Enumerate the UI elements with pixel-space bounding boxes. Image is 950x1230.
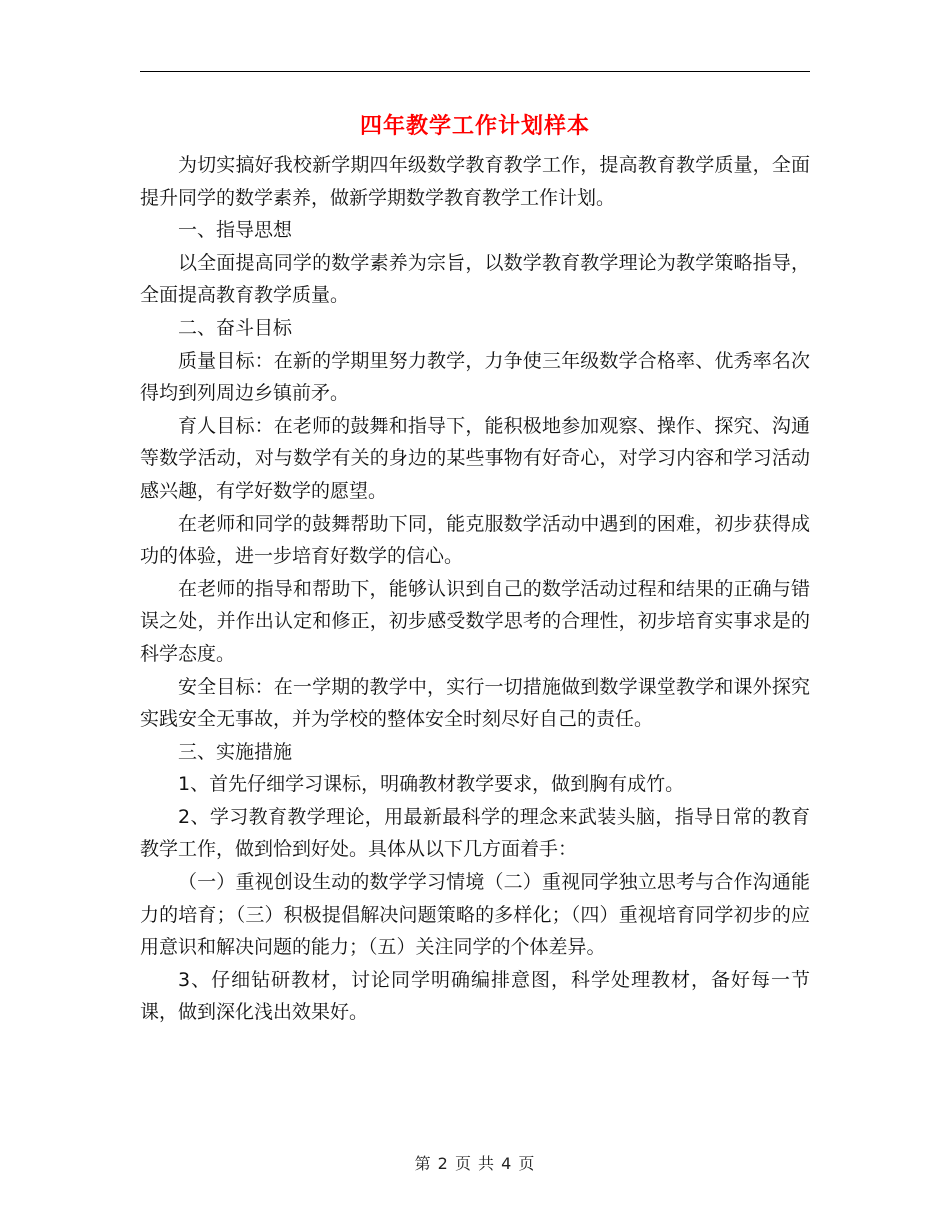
paragraph-encouragement: 在老师和同学的鼓舞帮助下同，能克服数学活动中遇到的困难，初步获得成功的体验，进一步培育好数学的信心。 [140, 512, 810, 568]
paragraph-measure-1: 1、首先仔细学习课标，明确教材教学要求，做到胸有成竹。 [178, 773, 685, 796]
paragraph-measure-2-details: （一）重视创设生动的数学学习情境（二）重视同学独立思考与合作沟通能力的培育；（三）积极提倡解决问题策略的多样化；（四）重视培育同学初步的应用意识和解决问题的能力；（五）关注同学的个体差异。 [140, 871, 810, 959]
document-title: 四年教学工作计划样本 [359, 113, 590, 139]
document-body [140, 149, 810, 1029]
heading-goals: 二、奋斗目标 [178, 316, 293, 339]
paragraph-quality-goal: 质量目标：在新的学期里努力教学，力争使三年级数学合格率、优秀率名次得均到列周边乡镇前矛。 [140, 349, 810, 405]
paragraph-measure-2: 2、学习教育教学理论，用最新最科学的理念来武装头脑，指导日常的教育教学工作，做到恰到好处。具体从以下几方面着手： [140, 805, 810, 861]
paragraph-guidance: 在老师的指导和帮助下，能够认识到自己的数学活动过程和结果的正确与错误之处，并作出认定和修正，初步感受数学思考的合理性，初步培育实事求是的科学态度。 [140, 577, 810, 665]
paragraph-intro: 为切实搞好我校新学期四年级数学教育教学工作，提高教育教学质量，全面提升同学的数学素养，做新学期数学教育教学工作计划。 [140, 154, 810, 209]
paragraph-guiding-ideology: 以全面提高同学的数学素养为宗旨，以数学教育教学理论为教学策略指导，全面提高教育教学质量。 [140, 251, 810, 307]
heading-measures: 三、实施措施 [178, 740, 293, 763]
paragraph-safety-goal: 安全目标：在一学期的教学中，实行一切措施做到数学课堂教学和课外探究实践安全无事故，并为学校的整体安全时刻尽好自己的责任。 [140, 675, 810, 731]
paragraph-education-goal: 育人目标：在老师的鼓舞和指导下，能积极地参加观察、操作、探究、沟通等数学活动，对与数学有关的身边的某些事物有好奇心，对学习内容和学习活动感兴趣，有学好数学的愿望。 [140, 414, 810, 502]
page-number-footer: 第 2 页 共 4 页 [414, 1154, 536, 1173]
header-rule [140, 71, 810, 72]
heading-guiding-ideology: 一、指导思想 [178, 219, 293, 242]
paragraph-measure-3: 3、仔细钻研教材，讨论同学明确编排意图，科学处理教材，备好每一节课，做到深化浅出效果好。 [140, 968, 810, 1024]
